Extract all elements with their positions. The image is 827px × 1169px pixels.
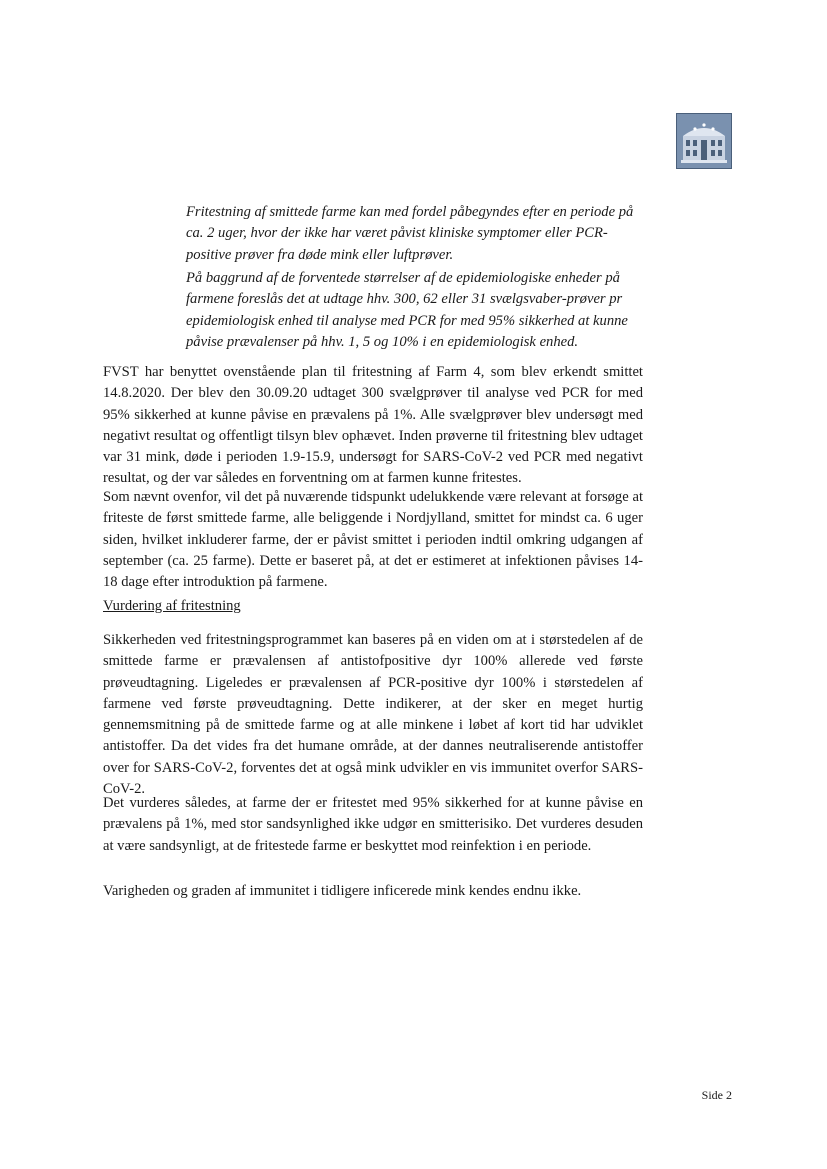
paragraph-assessment: Det vurderes således, at farme der er fritestet med 95% sikkerhed for at kunne påvise en prævalens på 1%, med stor sandsynlighed ikke udgør en smitterisiko. Det vurderes desuden at være sandsynligt, at de fritestede farme er beskyttet mod reinfektion i en periode.: [103, 795, 643, 854]
paragraph-antibodies: Sikkerheden ved fritestningsprogrammet kan baseres på en viden om at i størstedelen af de smittede farme er prævalensen af antistofpositive dyr 100% allerede ved første prøveudtagning. Ligeledes er prævalensen af PCR-positive dyr 100% i størstedelen af farmene ved første prøveudtagning. Dette indikerer, at der sker en meget hurtig gennemsmitning på de smittede farme og at alle minkene i løbet af kort tid har udviklet antistoffer. Da det vides fra det humane område, at der dannes neutraliserende antistoffer over for SARS-CoV-2, forventes det at også mink udvikler en vis immunitet overfor SARS-CoV-2.: [103, 632, 643, 798]
paragraph-farm4: FVST har benyttet ovenstående plan til fritestning af Farm 4, som blev erkendt smittet 14.8.2020. Der blev den 30.09.20 udtaget 300 svælgprøver til analyse ved PCR for med 95% sikkerhed at kunne påvise en prævalens på 1%. Alle svælgprøver blev undersøgt med negativt resultat og offentligt tilsyn blev ophævet. Inden prøverne til fritestning blev udtaget var 31 mink, døde i perioden 1.9-15.9, undersøgt for SARS-CoV-2 ved PCR med negativt resultat, og der var således en forventning om at farmen kunne fritestes.: [103, 364, 643, 487]
paragraph-relevance: Som nævnt ovenfor, vil det på nuværende tidspunkt udelukkende være relevant at forsøge at friteste de først smittede farme, alle beliggende i Nordjylland, smittet for mindst ca. 6 uger siden, hvilket inkluderer farme, der er påvist smittet i perioden indtil omkring udgangen af september (ca. 25 farme). Dette er baseret på, at det er estimeret at infektionen påvises 14-18 dage efter introduktion på farmene.: [103, 489, 643, 591]
section-heading: Vurdering af fritestning: [103, 598, 241, 614]
quote-fritestning-timing: Fritestning af smittede farme kan med fordel påbegyndes efter en periode på ca. 2 uger, hvor der ikke har været påvist kliniske symptomer eller PCR-positive prøver fra døde mink eller luftprøver.: [186, 204, 634, 263]
paragraph-immunity: Varigheden og graden af immunitet i tidligere inficerede mink kendes endnu ikke.: [103, 883, 582, 899]
ministry-building-icon: [677, 114, 731, 168]
page-number: Side 2: [701, 1088, 732, 1102]
quote-sample-sizes: På baggrund af de forventede størrelser af de epidemiologiske enheder på farmene foreslås det at udtage hhv. 300, 62 eller 31 svælgsvaber-prøver pr epidemiologisk enhed til analyse med PCR for med 95% sikkerhed at kunne påvise prævalenser på hhv. 1, 5 og 10% i en epidemiologisk enhed.: [186, 270, 628, 350]
ministry-logo: [676, 113, 732, 169]
